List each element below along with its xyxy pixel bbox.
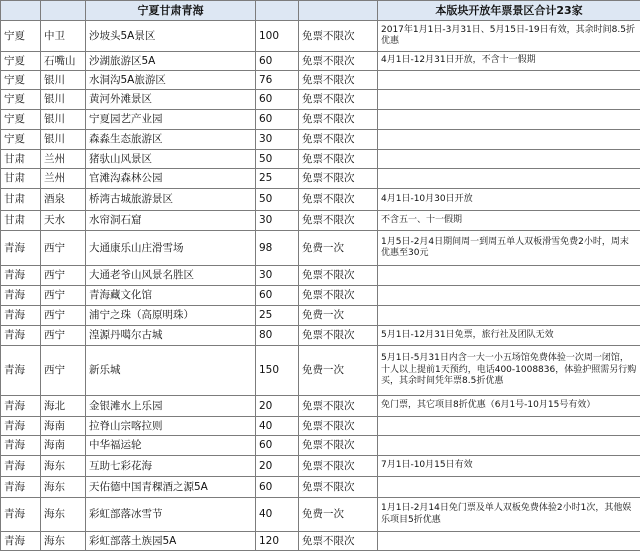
cell-note — [378, 130, 640, 150]
cell-city: 银川 — [41, 71, 86, 90]
cell-province: 青海 — [1, 498, 41, 532]
table-row — [1, 498, 640, 532]
cell-province: 青海 — [1, 286, 41, 306]
cell-city: 酒泉 — [41, 189, 86, 211]
cell-attraction: 新乐城 — [86, 346, 256, 396]
cell-city: 海东 — [41, 456, 86, 477]
header-row — [1, 1, 640, 21]
cell-policy: 免票不限次 — [299, 417, 378, 436]
cell-note — [378, 436, 640, 456]
cell-province: 宁夏 — [1, 52, 41, 71]
cell-note: 7月1日-10月15日有效 — [378, 456, 640, 477]
cell-policy: 免票不限次 — [299, 326, 378, 346]
cell-note: 免门票，其它项目8折优惠（6月1号-10月15号有效） — [378, 396, 640, 417]
cell-attraction: 桥湾古城旅游景区 — [86, 189, 256, 211]
cell-province: 青海 — [1, 266, 41, 286]
cell-policy: 免费一次 — [299, 306, 378, 326]
cell-note — [378, 110, 640, 130]
cell-count: 100 — [256, 21, 299, 52]
cell-note: 5月1日-12月31日免票，旅行社及团队无效 — [378, 326, 640, 346]
header-group-title: 宁夏甘肃青海 — [86, 1, 256, 21]
table-row — [1, 130, 640, 150]
cell-province: 青海 — [1, 346, 41, 396]
cell-attraction: 金银滩水上乐园 — [86, 396, 256, 417]
table-row — [1, 211, 640, 231]
cell-attraction: 大通康乐山庄滑雪场 — [86, 231, 256, 266]
table-row — [1, 266, 640, 286]
cell-count: 60 — [256, 477, 299, 498]
cell-province: 青海 — [1, 436, 41, 456]
cell-count: 60 — [256, 90, 299, 110]
cell-province: 青海 — [1, 306, 41, 326]
cell-province: 宁夏 — [1, 90, 41, 110]
cell-policy: 免费一次 — [299, 231, 378, 266]
cell-city: 银川 — [41, 90, 86, 110]
cell-note — [378, 90, 640, 110]
cell-count: 50 — [256, 150, 299, 169]
cell-province: 甘肃 — [1, 211, 41, 231]
cell-count: 80 — [256, 326, 299, 346]
cell-note: 2017年1月1日-3月31日、5月15日-19日有效，其余时间8.5折优惠 — [378, 21, 640, 52]
cell-city: 西宁 — [41, 346, 86, 396]
cell-province: 宁夏 — [1, 21, 41, 52]
cell-policy: 免票不限次 — [299, 21, 378, 52]
table-row — [1, 532, 640, 551]
cell-note — [378, 71, 640, 90]
header-blank-count — [256, 1, 299, 21]
cell-count: 98 — [256, 231, 299, 266]
cell-count: 150 — [256, 346, 299, 396]
cell-province: 青海 — [1, 396, 41, 417]
cell-city: 海南 — [41, 417, 86, 436]
cell-city: 西宁 — [41, 306, 86, 326]
header-blank-city — [41, 1, 86, 21]
cell-note: 1月5日-2月4日期间周一到周五单人双板滑雪免费2小时，周末优惠至30元 — [378, 231, 640, 266]
table-row — [1, 417, 640, 436]
cell-note — [378, 477, 640, 498]
cell-city: 兰州 — [41, 150, 86, 169]
cell-policy: 免票不限次 — [299, 286, 378, 306]
table-row — [1, 286, 640, 306]
cell-province: 青海 — [1, 477, 41, 498]
cell-attraction: 青海藏文化馆 — [86, 286, 256, 306]
cell-note: 4月1日-10月30日开放 — [378, 189, 640, 211]
cell-city: 海东 — [41, 532, 86, 551]
cell-city: 中卫 — [41, 21, 86, 52]
cell-policy: 免票不限次 — [299, 71, 378, 90]
cell-policy: 免票不限次 — [299, 211, 378, 231]
cell-attraction: 黄河外滩景区 — [86, 90, 256, 110]
cell-count: 60 — [256, 286, 299, 306]
table-row — [1, 231, 640, 266]
cell-note: 不含五一、十一假期 — [378, 211, 640, 231]
cell-city: 海北 — [41, 396, 86, 417]
cell-note — [378, 532, 640, 551]
cell-city: 海东 — [41, 477, 86, 498]
cell-note — [378, 169, 640, 189]
cell-city: 兰州 — [41, 169, 86, 189]
cell-policy: 免费一次 — [299, 346, 378, 396]
cell-attraction: 互助七彩花海 — [86, 456, 256, 477]
cell-province: 青海 — [1, 417, 41, 436]
cell-city: 西宁 — [41, 231, 86, 266]
cell-province: 青海 — [1, 532, 41, 551]
cell-note — [378, 286, 640, 306]
cell-count: 60 — [256, 436, 299, 456]
cell-province: 青海 — [1, 326, 41, 346]
table-row — [1, 189, 640, 211]
header-note-title: 本版块开放年票景区合计23家 — [378, 1, 640, 21]
cell-note — [378, 417, 640, 436]
cell-attraction: 湟源丹噶尔古城 — [86, 326, 256, 346]
cell-province: 青海 — [1, 231, 41, 266]
cell-attraction: 森淼生态旅游区 — [86, 130, 256, 150]
table-row — [1, 477, 640, 498]
cell-attraction: 猪驮山风景区 — [86, 150, 256, 169]
cell-count: 40 — [256, 498, 299, 532]
table-row — [1, 71, 640, 90]
cell-policy: 免票不限次 — [299, 52, 378, 71]
cell-city: 银川 — [41, 130, 86, 150]
cell-policy: 免票不限次 — [299, 456, 378, 477]
cell-note: 5月1日-5月31日内含一大一小五场馆免费体验一次周一闭馆，十人以上提前1天预约，电话400-1008836，体验护照需另行购买，其余时间凭年票8.5折优惠 — [378, 346, 640, 396]
cell-attraction: 彩虹部落冰雪节 — [86, 498, 256, 532]
table-row — [1, 306, 640, 326]
table-row — [1, 110, 640, 130]
cell-count: 25 — [256, 306, 299, 326]
cell-note — [378, 306, 640, 326]
cell-attraction: 水洞沟5A旅游区 — [86, 71, 256, 90]
cell-count: 30 — [256, 266, 299, 286]
cell-count: 60 — [256, 52, 299, 71]
cell-policy: 免票不限次 — [299, 532, 378, 551]
table-row — [1, 456, 640, 477]
cell-policy: 免票不限次 — [299, 266, 378, 286]
cell-attraction: 浦宁之珠（高原明珠） — [86, 306, 256, 326]
cell-city: 海东 — [41, 498, 86, 532]
cell-count: 30 — [256, 130, 299, 150]
cell-province: 甘肃 — [1, 150, 41, 169]
cell-policy: 免票不限次 — [299, 477, 378, 498]
table-row — [1, 169, 640, 189]
cell-attraction: 沙坡头5A景区 — [86, 21, 256, 52]
cell-city: 银川 — [41, 110, 86, 130]
cell-attraction: 沙湖旅游区5A — [86, 52, 256, 71]
cell-note — [378, 266, 640, 286]
table-row — [1, 436, 640, 456]
cell-count: 20 — [256, 396, 299, 417]
cell-province: 青海 — [1, 456, 41, 477]
cell-policy: 免票不限次 — [299, 110, 378, 130]
cell-attraction: 天佑德中国青稞酒之源5A — [86, 477, 256, 498]
cell-policy: 免票不限次 — [299, 130, 378, 150]
cell-attraction: 拉脊山宗喀拉则 — [86, 417, 256, 436]
header-blank-policy — [299, 1, 378, 21]
cell-attraction: 水帘洞石窟 — [86, 211, 256, 231]
cell-city: 天水 — [41, 211, 86, 231]
cell-count: 40 — [256, 417, 299, 436]
cell-count: 60 — [256, 110, 299, 130]
cell-attraction: 官滩沟森林公园 — [86, 169, 256, 189]
cell-count: 25 — [256, 169, 299, 189]
cell-city: 海南 — [41, 436, 86, 456]
cell-province: 宁夏 — [1, 71, 41, 90]
cell-city: 西宁 — [41, 266, 86, 286]
cell-province: 甘肃 — [1, 189, 41, 211]
cell-policy: 免费一次 — [299, 498, 378, 532]
cell-policy: 免票不限次 — [299, 150, 378, 169]
cell-count: 50 — [256, 189, 299, 211]
cell-city: 石嘴山 — [41, 52, 86, 71]
cell-policy: 免票不限次 — [299, 436, 378, 456]
cell-province: 甘肃 — [1, 169, 41, 189]
table-row — [1, 150, 640, 169]
cell-policy: 免票不限次 — [299, 189, 378, 211]
cell-count: 76 — [256, 71, 299, 90]
cell-policy: 免票不限次 — [299, 169, 378, 189]
cell-province: 宁夏 — [1, 110, 41, 130]
cell-attraction: 中华福运轮 — [86, 436, 256, 456]
table-row — [1, 21, 640, 52]
cell-city: 西宁 — [41, 286, 86, 306]
table-row — [1, 396, 640, 417]
cell-count: 120 — [256, 532, 299, 551]
cell-count: 30 — [256, 211, 299, 231]
cell-city: 西宁 — [41, 326, 86, 346]
table-row — [1, 346, 640, 396]
cell-policy: 免票不限次 — [299, 396, 378, 417]
cell-province: 宁夏 — [1, 130, 41, 150]
table-row — [1, 52, 640, 71]
cell-attraction: 宁夏园艺产业园 — [86, 110, 256, 130]
cell-policy: 免票不限次 — [299, 90, 378, 110]
header-blank-province — [1, 1, 41, 21]
cell-note: 4月1日-12月31日开放，不含十一假期 — [378, 52, 640, 71]
cell-attraction: 大通老爷山风景名胜区 — [86, 266, 256, 286]
cell-note: 1月1日-2月14日免门票及单人双板免费体验2小时1次，其他娱乐项目5折优惠 — [378, 498, 640, 532]
table-row — [1, 326, 640, 346]
table-row — [1, 90, 640, 110]
cell-attraction: 彩虹部落土族园5A — [86, 532, 256, 551]
cell-note — [378, 150, 640, 169]
cell-count: 20 — [256, 456, 299, 477]
